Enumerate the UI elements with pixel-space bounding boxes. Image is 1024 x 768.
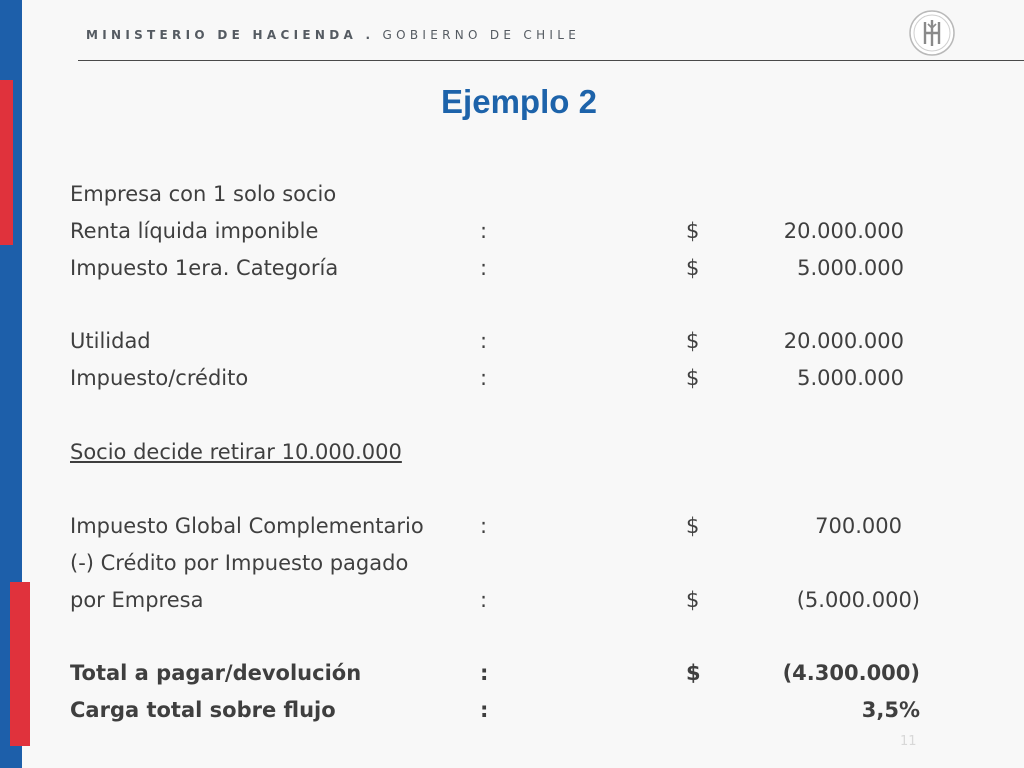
row-colon: :	[480, 219, 488, 243]
row-label: (-) Crédito por Impuesto pagado	[70, 551, 409, 575]
row-amount: 20.000.000	[783, 329, 904, 353]
row-colon: :	[480, 698, 489, 722]
row-label: Socio decide retirar 10.000.000	[70, 440, 402, 464]
row-label: Impuesto/crédito	[70, 366, 249, 390]
burden-label: Carga total sobre flujo	[70, 698, 336, 722]
row-colon: :	[480, 366, 488, 390]
row-currency: $	[686, 329, 700, 353]
row-colon: :	[480, 256, 488, 280]
header-divider	[78, 60, 1024, 61]
row-currency: $	[686, 588, 700, 612]
row-currency: $	[686, 219, 700, 243]
row-colon: :	[480, 329, 488, 353]
row-currency: $	[686, 514, 700, 538]
row-amount: 5.000.000	[797, 256, 904, 280]
row-currency: $	[686, 366, 700, 390]
row-colon: :	[480, 661, 489, 685]
page-number: 11	[900, 734, 917, 749]
row-label: por Empresa	[70, 588, 204, 612]
row-currency: $	[686, 256, 700, 280]
row-label: Empresa con 1 solo socio	[70, 182, 337, 206]
row-label: Utilidad	[70, 329, 151, 353]
row-amount: 700.000	[815, 514, 902, 538]
row-label: Impuesto Global Complementario	[70, 514, 424, 538]
slide-title: Ejemplo 2	[441, 83, 597, 120]
row-colon: :	[480, 588, 488, 612]
ministry-header	[86, 28, 580, 42]
ministry-seal-icon	[908, 9, 956, 57]
row-label: Renta líquida imponible	[70, 219, 319, 243]
row-amount: 20.000.000	[783, 219, 904, 243]
row-amount: 5.000.000	[797, 366, 904, 390]
burden-percentage: 3,5%	[861, 698, 920, 722]
total-label: Total a pagar/devolución	[70, 661, 362, 685]
government-name: GOBIERNO DE CHILE	[382, 28, 581, 42]
row-label: Impuesto 1era. Categoría	[70, 256, 339, 280]
left-red-accent-bottom	[10, 582, 30, 746]
ministry-name: MINISTERIO DE HACIENDA .	[86, 28, 375, 42]
row-currency: $	[686, 661, 701, 685]
row-amount: (5.000.000)	[796, 588, 920, 612]
row-colon: :	[480, 514, 488, 538]
total-amount: (4.300.000)	[782, 661, 920, 685]
